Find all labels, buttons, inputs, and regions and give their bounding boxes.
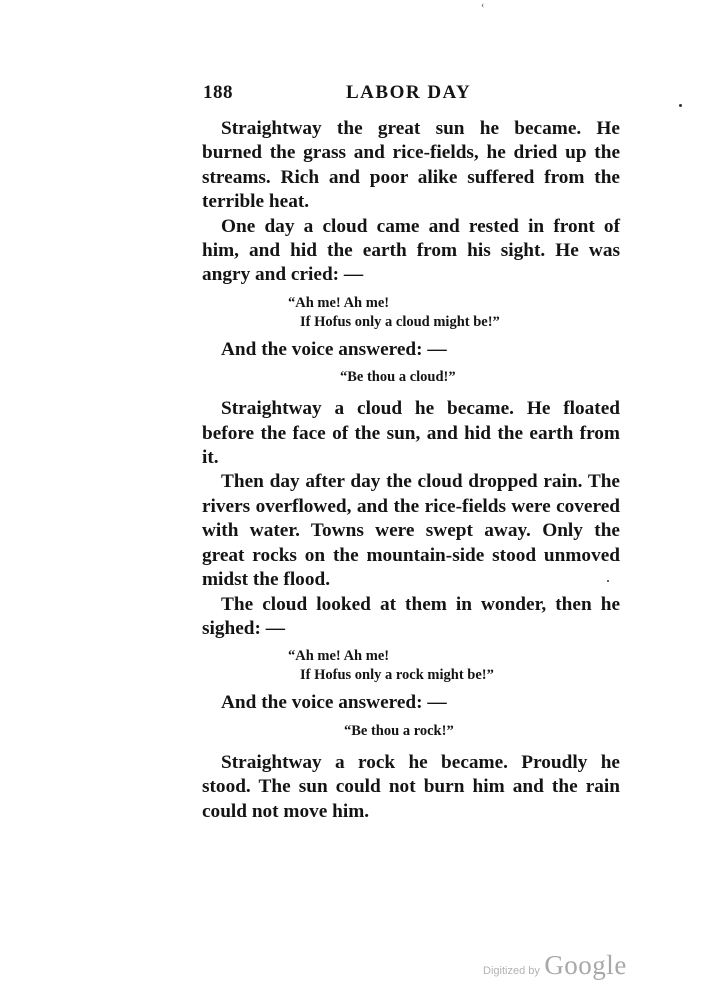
page-number: 188 — [203, 82, 233, 103]
verse-line: If Hofus only a rock might be!” — [300, 667, 494, 684]
watermark-prefix: Digitized by — [483, 965, 540, 977]
top-edge-mark: ‹ — [481, 0, 485, 11]
scan-speck — [679, 104, 682, 107]
page-header — [203, 82, 623, 112]
verse-rock-wish — [202, 647, 620, 685]
paragraph-became-rock: Straightway a rock he became. Proudly he stood. The sun could not burn him and the rain could not move him. — [202, 751, 620, 822]
paragraph-rain: Then day after day the cloud dropped rain. The rivers overflowed, and the rice-fields were covered with water. Towns were swept away. Only the great rocks on the mountain-side stood unmoved midst the flood. — [202, 471, 620, 591]
digitized-by-google-watermark — [483, 950, 627, 984]
verse-cloud-wish — [202, 294, 620, 332]
paragraph-cloud-came: One day a cloud came and rested in front of him, and hid the earth from his sight. He was angry and cried: — — [202, 215, 620, 286]
paragraph-sun: Straightway the great sun he became. He burned the grass and rice-fields, he dried up the streams. Rich and poor alike suffered from the terrible heat. — [202, 118, 620, 213]
page-body — [202, 117, 620, 824]
verse-line: If Hofus only a cloud might be!” — [300, 313, 500, 330]
paragraph-wonder: The cloud looked at them in wonder, then he sighed: — — [202, 593, 620, 639]
voice-reply-cloud: “Be thou a cloud!” — [340, 369, 456, 386]
google-logo: Google — [544, 950, 627, 980]
running-head: LABOR DAY — [346, 82, 472, 103]
voice-answered: And the voice answered: — — [221, 692, 447, 714]
verse-line: “Ah me! Ah me! — [288, 648, 390, 665]
verse-line: “Ah me! Ah me! — [288, 294, 390, 311]
paragraph-became-cloud: Straightway a cloud he became. He floated before the face of the sun, and hid the earth from it. — [202, 398, 620, 469]
voice-reply-rock: “Be thou a rock!” — [344, 722, 454, 739]
voice-answered: And the voice answered: — — [221, 338, 447, 360]
